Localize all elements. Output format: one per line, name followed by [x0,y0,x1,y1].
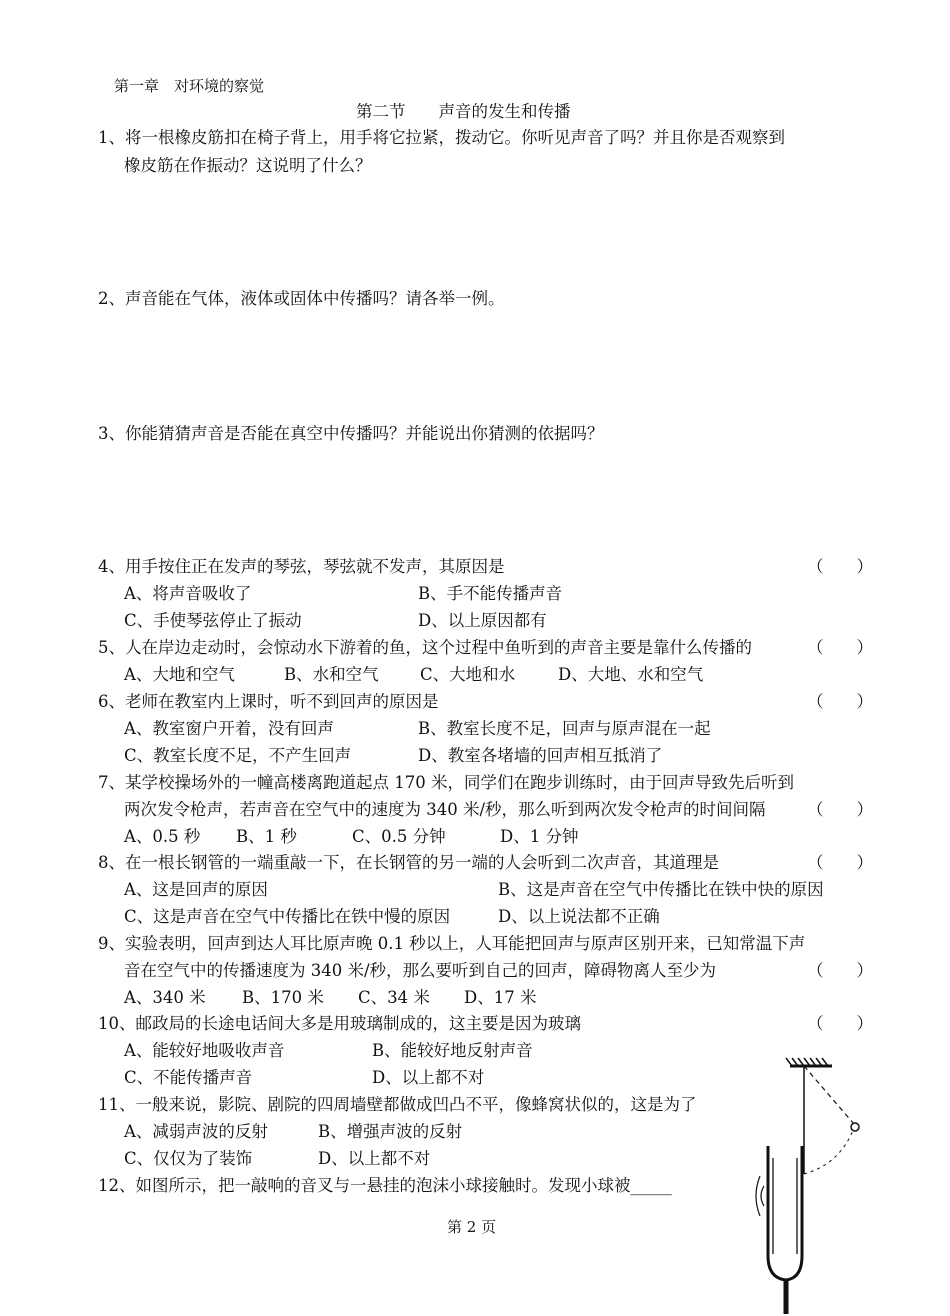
question-7-line-2: 两次发令枪声，若声音在空气中的速度为 340 米/秒，那么听到两次发令枪声的时间间隔 [124,800,766,819]
question-7-option-b: B、1 秒 [236,827,297,846]
chapter-header: 第一章 对环境的察觉 [114,77,265,95]
question-10-answer-parens: （ ） [807,1014,873,1033]
question-10-option-a: A、能较好地吸收声音 [124,1041,285,1060]
question-7-option-c: C、0.5 分钟 [352,827,446,846]
question-8-option-d: D、以上说法都不正确 [498,907,660,926]
question-12-stem: 12、如图所示，把一敲响的音叉与一悬挂的泡沫小球接触时。发现小球被_____ [98,1176,672,1195]
question-4-option-c: C、手使琴弦停止了振动 [124,611,302,630]
question-5-option-c: C、大地和水 [420,665,516,684]
question-5-answer-parens: （ ） [807,638,873,657]
question-8-option-a: A、这是回声的原因 [124,880,268,899]
question-6-option-d: D、教室各堵墙的回声相互抵消了 [418,746,663,765]
question-11-stem: 11、一般来说，影院、剧院的四周墙壁都做成凹凸不平，像蜂窝状似的，这是为了 [98,1095,697,1114]
question-3: 3、你能猜猜声音是否能在真空中传播吗？并能说出你猜测的依据吗？ [98,424,604,443]
question-9-answer-parens: （ ） [807,961,873,980]
question-9-option-d: D、17 米 [464,988,537,1007]
ceiling-support-icon [786,1058,832,1066]
question-10-option-d: D、以上都不对 [372,1068,485,1087]
question-9-option-c: C、34 米 [358,988,430,1007]
question-7-answer-parens: （ ） [807,800,873,819]
question-4-option-d: D、以上原因都有 [418,611,547,630]
question-8-answer-parens: （ ） [807,853,873,872]
question-10-option-c: C、不能传播声音 [124,1068,253,1087]
tuning-fork-icon [756,1146,802,1314]
question-10-stem: 10、邮政局的长途电话间大多是用玻璃制成的，这主要是因为玻璃 [98,1014,581,1033]
question-2: 2、声音能在气体，液体或固体中传播吗？请各举一例。 [98,289,505,308]
question-7-option-d: D、1 分钟 [500,827,579,846]
question-1-line-1: 1、将一根橡皮筋扣在椅子背上，用手将它拉紧，拨动它。你听见声音了吗？并且你是否观察到 [98,128,785,147]
question-7-line-1: 7、某学校操场外的一幢高楼离跑道起点 170 米，同学们在跑步训练时，由于回声导致先后听到 [98,773,794,792]
question-5-option-a: A、大地和空气 [124,665,235,684]
question-6-option-c: C、教室长度不足，不产生回声 [124,746,352,765]
question-5-option-b: B、水和空气 [284,665,379,684]
pendulum-string-icon [804,1066,854,1174]
question-1-line-2: 橡皮筋在作振动？这说明了什么？ [124,156,372,175]
question-11-option-c: C、仅仅为了装饰 [124,1149,253,1168]
question-6-answer-parens: （ ） [807,692,873,711]
question-8-option-b: B、这是声音在空气中传播比在铁中快的原因 [498,880,824,899]
section-title: 第二节 声音的发生和传播 [356,102,571,121]
question-7-option-a: A、0.5 秒 [124,827,201,846]
question-8-option-c: C、这是声音在空气中传播比在铁中慢的原因 [124,907,451,926]
question-4-answer-parens: （ ） [807,557,873,576]
question-11-option-d: D、以上都不对 [318,1149,431,1168]
question-9-option-b: B、170 米 [242,988,324,1007]
question-10-option-b: B、能较好地反射声音 [372,1041,533,1060]
question-5-option-d: D、大地、水和空气 [558,665,704,684]
question-4-option-a: A、将声音吸收了 [124,584,252,603]
question-6-option-a: A、教室窗户开着，没有回声 [124,719,334,738]
question-11-option-b: B、增强声波的反射 [318,1122,463,1141]
question-9-line-2: 音在空气中的传播速度为 340 米/秒，那么要听到自己的回声，障碍物离人至少为 [124,961,717,980]
question-4-option-b: B、手不能传播声音 [418,584,563,603]
question-11-option-a: A、减弱声波的反射 [124,1122,268,1141]
question-6-option-b: B、教室长度不足，回声与原声混在一起 [418,719,711,738]
question-8-stem: 8、在一根长钢管的一端重敲一下，在长钢管的另一端的人会听到二次声音，其道理是 [98,853,719,872]
question-5-stem: 5、人在岸边走动时，会惊动水下游着的鱼，这个过程中鱼听到的声音主要是靠什么传播的 [98,638,752,657]
question-9-option-a: A、340 米 [124,988,206,1007]
question-6-stem: 6、老师在教室内上课时，听不到回声的原因是 [98,692,439,711]
tuning-fork-pendulum-figure [740,1046,920,1316]
question-4-stem: 4、用手按住正在发声的琴弦，琴弦就不发声，其原因是 [98,557,505,576]
question-9-line-1: 9、实验表明，回声到达人耳比原声晚 0.1 秒以上，人耳能把回声与原声区别开来，已知常温下声 [98,934,806,953]
page-number: 第 2 页 [447,1218,497,1236]
foam-ball-icon [851,1123,859,1131]
